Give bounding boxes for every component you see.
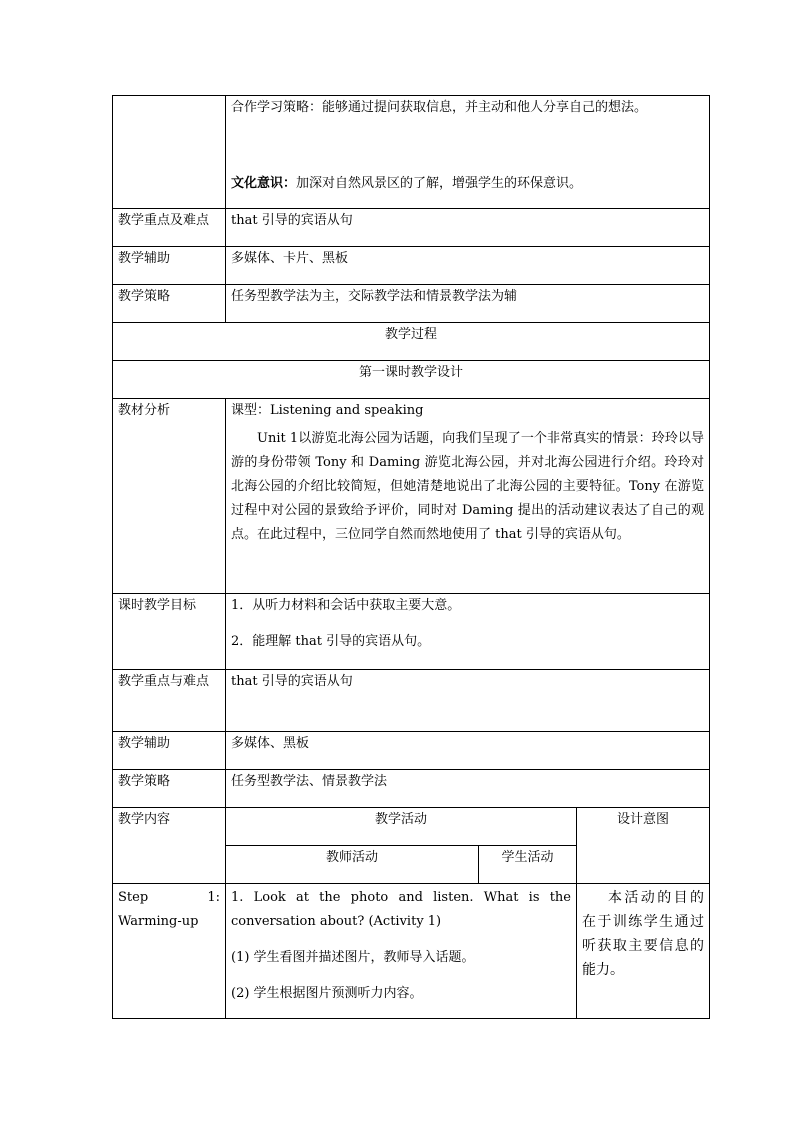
step-name: Warming-up	[118, 914, 199, 929]
culture-awareness	[231, 172, 704, 196]
unit-strategy-row	[113, 285, 710, 323]
activity-header: 教学活动	[226, 808, 577, 846]
lesson-aids-row	[113, 732, 710, 770]
empty-label-cell	[113, 96, 226, 209]
row-value: that 引导的宾语从句	[226, 670, 710, 732]
step1-row	[113, 884, 710, 1019]
activity-sub-item: (1) 学生看图并描述图片，教师导入话题。	[231, 950, 475, 965]
step1-label	[118, 886, 220, 910]
culture-text: 加深对自然风景区的了解，增强学生的环保意识。	[296, 176, 583, 191]
step-number: 1:	[207, 890, 220, 905]
unit-aids-row	[113, 247, 710, 285]
cooperation-strategy: 合作学习策略：能够通过提问获取信息，并主动和他人分享自己的想法。	[231, 100, 648, 115]
row-label: 教学辅助	[113, 732, 226, 770]
material-analysis-row	[113, 399, 710, 594]
goal-item: 1．从听力材料和会话中获取主要大意。	[231, 598, 461, 613]
lesson-key-points-row	[113, 670, 710, 732]
row-label: 教学策略	[113, 770, 226, 808]
lesson-goals-row	[113, 594, 710, 670]
activity-sub-item: (2) 学生根据图片预测听力内容。	[231, 986, 423, 1001]
row-value: 任务型教学法为主，交际教学法和情景教学法为辅	[226, 285, 710, 323]
intent-header: 设计意图	[577, 808, 710, 884]
activity-header-row	[113, 808, 710, 846]
unit-key-points-row	[113, 209, 710, 247]
activity-question: 1. Look at the photo and listen. What is the conversation about? (Activity 1)	[231, 890, 571, 929]
step-word: Step	[118, 890, 149, 905]
lesson-strategy-row	[113, 770, 710, 808]
culture-label: 文化意识：	[231, 176, 297, 191]
step1-label-cell	[113, 884, 226, 1019]
step1-activity-cell	[226, 884, 577, 1019]
row-value: 多媒体、黑板	[226, 732, 710, 770]
student-activity-header: 学生活动	[479, 846, 577, 884]
lesson-type: 课型：Listening and speaking	[231, 403, 424, 418]
row-label: 教材分析	[113, 399, 226, 594]
lesson-goals-cell	[226, 594, 710, 670]
row-label: 教学策略	[113, 285, 226, 323]
lesson-title: 第一课时教学设计	[113, 361, 710, 399]
material-paragraph: Unit 1以游览北海公园为话题，向我们呈现了一个非常真实的情景：玲玲以导游的身份带领 Tony 和 Daming 游览北海公园，并对北海公园进行介绍。玲玲对北海公园的介绍比较简短，但她清楚地说出了北海公园的主要特征。Tony 在游览过程中对公园的景致给予评价，同时对 Daming 提出的活动建议表达了自己的观点。在此过程中，三位同学自然而然地使用了 that 引导的宾语从句。	[231, 431, 705, 542]
teacher-activity-header: 教师活动	[226, 846, 479, 884]
lesson-plan-table	[112, 95, 710, 1019]
strategy-row	[113, 96, 710, 209]
row-label: 教学重点及难点	[113, 209, 226, 247]
row-label: 课时教学目标	[113, 594, 226, 670]
process-title: 教学过程	[113, 323, 710, 361]
process-title-row	[113, 323, 710, 361]
material-analysis-cell	[226, 399, 710, 594]
design-intent: 本活动的目的在于训练学生通过听获取主要信息的能力。	[582, 890, 705, 978]
row-label: 教学重点与难点	[113, 670, 226, 732]
step1-intent-cell	[577, 884, 710, 1019]
goal-item: 2．能理解 that 引导的宾语从句。	[231, 634, 431, 649]
lesson-title-row	[113, 361, 710, 399]
row-value: that 引导的宾语从句	[226, 209, 710, 247]
row-label: 教学辅助	[113, 247, 226, 285]
row-value: 任务型教学法、情景教学法	[226, 770, 710, 808]
content-header: 教学内容	[113, 808, 226, 884]
row-value: 多媒体、卡片、黑板	[226, 247, 710, 285]
strategy-cell	[226, 96, 710, 209]
